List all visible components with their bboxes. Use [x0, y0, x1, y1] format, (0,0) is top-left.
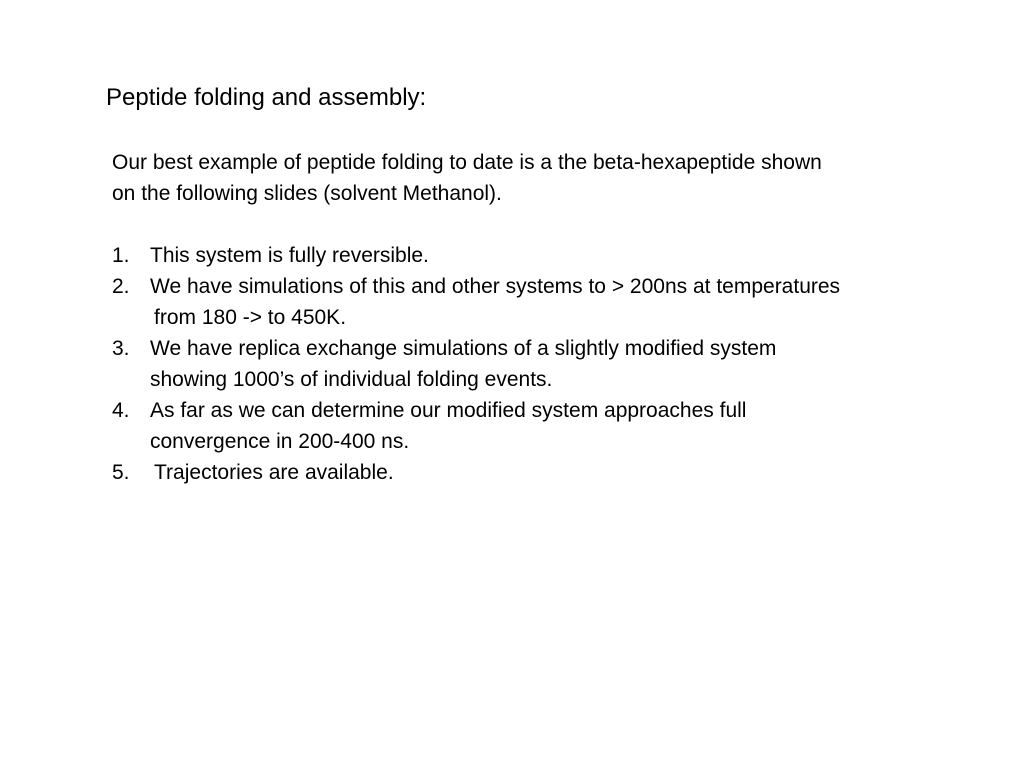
- list-item-text: showing 1000’s of individual folding events.: [150, 368, 553, 391]
- list-item-text: This system is fully reversible.: [150, 244, 429, 267]
- list-item: [112, 395, 1012, 457]
- list-item: [112, 240, 1012, 271]
- list-item-number: 3.: [112, 337, 130, 360]
- list-item-text: As far as we can determine our modified system approaches full: [150, 399, 747, 422]
- list-item-text: We have simulations of this and other systems to > 200ns at temperatures: [150, 275, 841, 298]
- list-item-number: 1.: [112, 244, 130, 267]
- list-item: [112, 271, 1012, 333]
- slide-title: Peptide folding and assembly:: [106, 84, 427, 111]
- list-item: [112, 457, 1012, 488]
- list-item-text: from 180 -> to 450K.: [154, 306, 347, 329]
- intro-line: on the following slides (solvent Methanol).: [112, 182, 502, 205]
- list-item-text: convergence in 200-400 ns.: [150, 430, 410, 453]
- list-item-text: Trajectories are available.: [154, 461, 394, 484]
- intro-line: Our best example of peptide folding to date is a the beta-hexapeptide shown: [112, 151, 822, 174]
- numbered-list: [112, 240, 1012, 488]
- list-item-text: We have replica exchange simulations of a slightly modified system: [150, 337, 777, 360]
- list-item-number: 5.: [112, 461, 130, 484]
- intro-paragraph: [112, 147, 1012, 209]
- list-item: [112, 333, 1012, 395]
- list-item-number: 2.: [112, 275, 130, 298]
- list-item-number: 4.: [112, 399, 130, 422]
